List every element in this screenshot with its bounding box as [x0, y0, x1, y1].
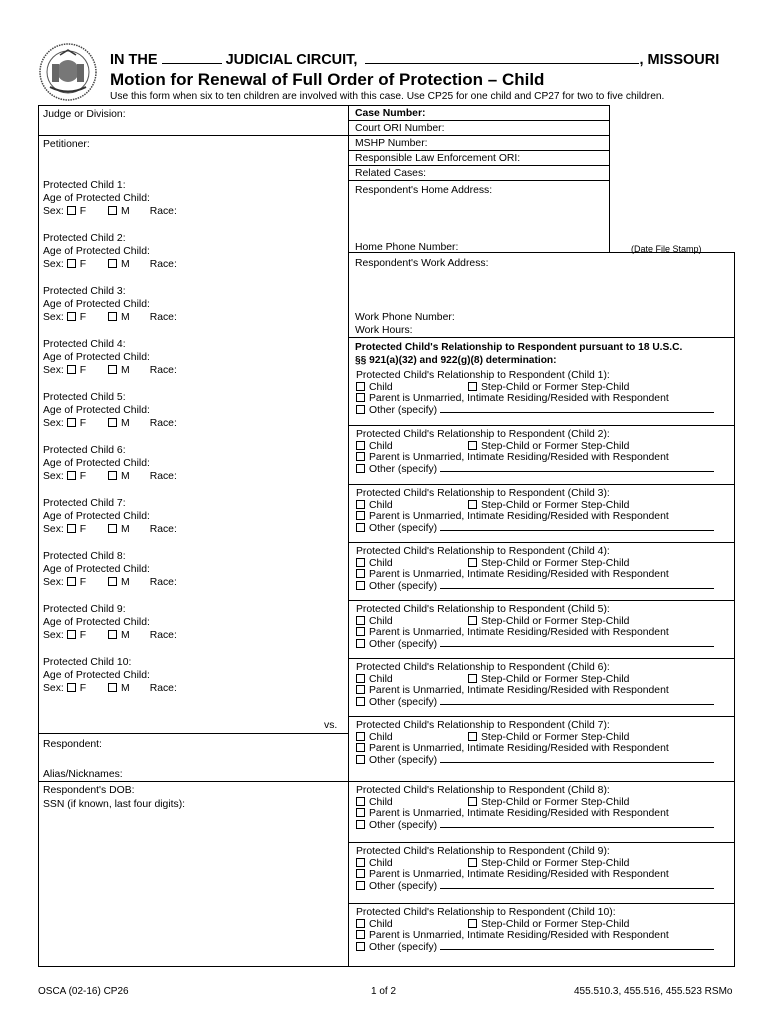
- step-child-option-label: Step-Child or Former Step-Child: [481, 440, 630, 452]
- child-checkbox[interactable]: [356, 732, 365, 741]
- sex-f-label: F: [79, 577, 87, 588]
- sex-f-label: F: [79, 312, 87, 323]
- vs-label: vs.: [324, 720, 338, 731]
- step-child-checkbox[interactable]: [468, 919, 477, 928]
- missouri-seal-icon: [38, 42, 98, 102]
- race-field[interactable]: Race:: [149, 418, 177, 429]
- sex-f-checkbox[interactable]: [67, 630, 76, 639]
- parent-option-label: Parent is Unmarried, Intimate Residing/Resided with Respondent: [369, 627, 669, 638]
- child-option-label: Child: [369, 440, 393, 452]
- other-option-label: Other (specify): [369, 941, 438, 953]
- relationship-row-parent: [356, 685, 734, 697]
- parent-unmarried-checkbox[interactable]: [356, 452, 365, 461]
- step-child-checkbox[interactable]: [468, 858, 477, 867]
- relationship-row-child: [356, 797, 734, 809]
- relationship-label: Protected Child's Relationship to Respondent (Child 2):: [356, 429, 610, 440]
- relationship-row-parent: [356, 393, 734, 405]
- sex-f-checkbox[interactable]: [67, 365, 76, 374]
- other-specify-line[interactable]: [440, 762, 714, 763]
- child-sex-row: [43, 364, 177, 377]
- race-field[interactable]: Race:: [149, 365, 177, 376]
- parent-option-label: Parent is Unmarried, Intimate Residing/Resided with Respondent: [369, 930, 669, 941]
- court-ori-field[interactable]: Court ORI Number:: [355, 123, 445, 134]
- other-specify-line[interactable]: [440, 646, 714, 647]
- relationship-row-child: [356, 616, 734, 628]
- sex-m-label: M: [121, 312, 130, 323]
- parent-unmarried-checkbox[interactable]: [356, 808, 365, 817]
- sex-m-label: M: [121, 471, 130, 482]
- petitioner-field[interactable]: Petitioner:: [43, 139, 90, 150]
- other-specify-line[interactable]: [440, 949, 714, 950]
- child-checkbox[interactable]: [356, 558, 365, 567]
- relationship-row-child: [356, 732, 734, 744]
- step-child-option-label: Step-Child or Former Step-Child: [481, 857, 630, 869]
- alias-field[interactable]: Alias/Nicknames:: [43, 769, 123, 780]
- child-option-label: Child: [369, 796, 393, 808]
- other-option-label: Other (specify): [369, 880, 438, 892]
- race-field[interactable]: Race:: [149, 206, 177, 217]
- protected-child-label[interactable]: Protected Child 4:: [43, 339, 126, 350]
- child-checkbox[interactable]: [356, 858, 365, 867]
- sex-f-checkbox[interactable]: [67, 524, 76, 533]
- other-checkbox[interactable]: [356, 881, 365, 890]
- other-checkbox[interactable]: [356, 464, 365, 473]
- relationship-row-other: [356, 405, 734, 417]
- work-hours-field[interactable]: Work Hours:: [355, 325, 413, 336]
- child-age-field[interactable]: Age of Protected Child:: [43, 193, 150, 204]
- statute-reference: 455.510.3, 455.516, 455.523 RSMo: [574, 986, 733, 997]
- relationship-row-child: [356, 500, 734, 512]
- relationship-block: [356, 720, 734, 766]
- child-option-label: Child: [369, 857, 393, 869]
- relationship-row-other: [356, 639, 734, 651]
- race-field[interactable]: Race:: [149, 312, 177, 323]
- relationship-label: Protected Child's Relationship to Respondent (Child 5):: [356, 604, 610, 615]
- child-checkbox[interactable]: [356, 919, 365, 928]
- child-option-label: Child: [369, 615, 393, 627]
- child-sex-row: [43, 629, 177, 642]
- relationship-block: [356, 907, 734, 953]
- protected-child-block: [43, 338, 177, 377]
- mshp-number-field[interactable]: MSHP Number:: [355, 138, 428, 149]
- relationship-row-other: [356, 464, 734, 476]
- protected-child-block: [43, 232, 177, 271]
- parent-unmarried-checkbox[interactable]: [356, 685, 365, 694]
- sex-f-label: F: [79, 206, 87, 217]
- relationship-row-other: [356, 581, 734, 593]
- child-age-field[interactable]: Age of Protected Child:: [43, 617, 150, 628]
- other-specify-line[interactable]: [440, 471, 714, 472]
- relationship-header-line2: §§ 921(a)(32) and 922(g)(8) determination:: [355, 355, 557, 366]
- protected-child-label[interactable]: Protected Child 3:: [43, 286, 126, 297]
- other-specify-line[interactable]: [440, 827, 714, 828]
- relationship-block: [356, 846, 734, 892]
- child-sex-row: [43, 576, 177, 589]
- sex-label: Sex:: [43, 206, 64, 217]
- child-age-field[interactable]: Age of Protected Child:: [43, 299, 150, 310]
- other-option-label: Other (specify): [369, 404, 438, 416]
- relationship-row-parent: [356, 511, 734, 523]
- child-option-label: Child: [369, 918, 393, 930]
- relationship-block: [356, 546, 734, 592]
- sex-label: Sex:: [43, 524, 64, 535]
- child-option-label: Child: [369, 673, 393, 685]
- parent-option-label: Parent is Unmarried, Intimate Residing/Resided with Respondent: [369, 452, 669, 463]
- child-age-field[interactable]: Age of Protected Child:: [43, 352, 150, 363]
- sex-m-checkbox[interactable]: [108, 312, 117, 321]
- relationship-row-parent: [356, 743, 734, 755]
- other-specify-line[interactable]: [440, 704, 714, 705]
- step-child-checkbox[interactable]: [468, 616, 477, 625]
- step-child-checkbox[interactable]: [468, 558, 477, 567]
- sex-f-label: F: [79, 683, 87, 694]
- sex-f-label: F: [79, 418, 87, 429]
- child-age-field[interactable]: Age of Protected Child:: [43, 458, 150, 469]
- other-option-label: Other (specify): [369, 638, 438, 650]
- other-specify-line[interactable]: [440, 412, 714, 413]
- other-checkbox[interactable]: [356, 523, 365, 532]
- race-field[interactable]: Race:: [149, 577, 177, 588]
- step-child-checkbox[interactable]: [468, 732, 477, 741]
- child-age-field[interactable]: Age of Protected Child:: [43, 564, 150, 575]
- child-sex-row: [43, 682, 177, 695]
- sex-m-label: M: [121, 524, 130, 535]
- child-sex-row: [43, 470, 177, 483]
- step-child-option-label: Step-Child or Former Step-Child: [481, 381, 630, 393]
- work-phone-field[interactable]: Work Phone Number:: [355, 312, 455, 323]
- relationship-row-parent: [356, 627, 734, 639]
- other-checkbox[interactable]: [356, 942, 365, 951]
- relationship-label: Protected Child's Relationship to Respondent (Child 6):: [356, 662, 610, 673]
- relationship-row-parent: [356, 452, 734, 464]
- other-option-label: Other (specify): [369, 522, 438, 534]
- child-sex-row: [43, 311, 177, 324]
- sex-f-label: F: [79, 365, 87, 376]
- ssn-field[interactable]: SSN (if known, last four digits):: [43, 799, 186, 810]
- sex-m-checkbox[interactable]: [108, 365, 117, 374]
- step-child-checkbox[interactable]: [468, 674, 477, 683]
- sex-m-label: M: [121, 418, 130, 429]
- child-option-label: Child: [369, 381, 393, 393]
- child-sex-row: [43, 205, 177, 218]
- step-child-option-label: Step-Child or Former Step-Child: [481, 499, 630, 511]
- relationship-header-line1: Protected Child's Relationship to Respondent pursuant to 18 U.S.C.: [355, 342, 683, 353]
- other-specify-line[interactable]: [440, 888, 714, 889]
- relationship-block: [356, 785, 734, 831]
- parent-option-label: Parent is Unmarried, Intimate Residing/Resided with Respondent: [369, 511, 669, 522]
- relationship-block: [356, 370, 734, 416]
- relationship-row-other: [356, 755, 734, 767]
- sex-f-checkbox[interactable]: [67, 471, 76, 480]
- step-child-checkbox[interactable]: [468, 797, 477, 806]
- protected-child-label[interactable]: Protected Child 5:: [43, 392, 126, 403]
- child-age-field[interactable]: Age of Protected Child:: [43, 246, 150, 257]
- other-checkbox[interactable]: [356, 820, 365, 829]
- sex-f-checkbox[interactable]: [67, 683, 76, 692]
- race-field[interactable]: Race:: [149, 259, 177, 270]
- relationship-block: [356, 604, 734, 650]
- respondent-field[interactable]: Respondent:: [43, 739, 102, 750]
- sex-label: Sex:: [43, 312, 64, 323]
- sex-label: Sex:: [43, 259, 64, 270]
- county-blank[interactable]: [365, 63, 639, 64]
- relationship-block: [356, 488, 734, 534]
- protected-child-block: [43, 179, 177, 218]
- child-checkbox[interactable]: [356, 500, 365, 509]
- protected-child-label[interactable]: Protected Child 10:: [43, 657, 132, 668]
- sex-label: Sex:: [43, 365, 64, 376]
- sex-m-label: M: [121, 259, 130, 270]
- protected-child-label[interactable]: Protected Child 1:: [43, 180, 126, 191]
- protected-child-label[interactable]: Protected Child 2:: [43, 233, 126, 244]
- relationship-row-child: [356, 919, 734, 931]
- other-option-label: Other (specify): [369, 754, 438, 766]
- form-title: Motion for Renewal of Full Order of Protection – Child: [110, 70, 545, 89]
- relationship-label: Protected Child's Relationship to Respondent (Child 1):: [356, 370, 610, 381]
- other-option-label: Other (specify): [369, 696, 438, 708]
- parent-unmarried-checkbox[interactable]: [356, 930, 365, 939]
- sex-m-checkbox[interactable]: [108, 577, 117, 586]
- child-checkbox[interactable]: [356, 797, 365, 806]
- race-field[interactable]: Race:: [149, 630, 177, 641]
- other-checkbox[interactable]: [356, 755, 365, 764]
- sex-f-checkbox[interactable]: [67, 312, 76, 321]
- step-child-option-label: Step-Child or Former Step-Child: [481, 615, 630, 627]
- parent-option-label: Parent is Unmarried, Intimate Residing/Resided with Respondent: [369, 393, 669, 404]
- parent-option-label: Parent is Unmarried, Intimate Residing/Resided with Respondent: [369, 869, 669, 880]
- sex-f-checkbox[interactable]: [67, 206, 76, 215]
- sex-label: Sex:: [43, 683, 64, 694]
- parent-option-label: Parent is Unmarried, Intimate Residing/Resided with Respondent: [369, 808, 669, 819]
- relationship-label: Protected Child's Relationship to Respondent (Child 3):: [356, 488, 610, 499]
- child-checkbox[interactable]: [356, 382, 365, 391]
- step-child-checkbox[interactable]: [468, 500, 477, 509]
- home-phone-field[interactable]: Home Phone Number:: [355, 242, 459, 253]
- step-child-option-label: Step-Child or Former Step-Child: [481, 673, 630, 685]
- sex-m-label: M: [121, 577, 130, 588]
- relationship-label: Protected Child's Relationship to Respondent (Child 10):: [356, 907, 616, 918]
- relationship-row-child: [356, 858, 734, 870]
- sex-m-checkbox[interactable]: [108, 471, 117, 480]
- step-child-checkbox[interactable]: [468, 382, 477, 391]
- protected-child-label[interactable]: Protected Child 9:: [43, 604, 126, 615]
- child-checkbox[interactable]: [356, 674, 365, 683]
- parent-unmarried-checkbox[interactable]: [356, 393, 365, 402]
- sex-f-label: F: [79, 630, 87, 641]
- parent-unmarried-checkbox[interactable]: [356, 869, 365, 878]
- date-file-stamp-label: (Date File Stamp): [631, 244, 702, 254]
- relationship-label: Protected Child's Relationship to Respondent (Child 4):: [356, 546, 610, 557]
- child-age-field[interactable]: Age of Protected Child:: [43, 670, 150, 681]
- child-sex-row: [43, 258, 177, 271]
- respondent-dob-field[interactable]: Respondent's DOB:: [43, 785, 135, 796]
- sex-label: Sex:: [43, 577, 64, 588]
- parent-unmarried-checkbox[interactable]: [356, 569, 365, 578]
- protected-child-block: [43, 285, 177, 324]
- sex-m-checkbox[interactable]: [108, 683, 117, 692]
- other-option-label: Other (specify): [369, 580, 438, 592]
- relationship-row-child: [356, 558, 734, 570]
- child-option-label: Child: [369, 557, 393, 569]
- child-age-field[interactable]: Age of Protected Child:: [43, 405, 150, 416]
- relationship-label: Protected Child's Relationship to Respondent (Child 7):: [356, 720, 610, 731]
- protected-child-block: [43, 603, 177, 642]
- child-sex-row: [43, 523, 177, 536]
- protected-child-label[interactable]: Protected Child 7:: [43, 498, 126, 509]
- sex-label: Sex:: [43, 630, 64, 641]
- work-address-field[interactable]: Respondent's Work Address:: [355, 258, 489, 269]
- other-specify-line[interactable]: [440, 588, 714, 589]
- protected-child-block: [43, 497, 177, 536]
- sex-m-label: M: [121, 683, 130, 694]
- protected-child-block: [43, 656, 177, 695]
- parent-option-label: Parent is Unmarried, Intimate Residing/Resided with Respondent: [369, 743, 669, 754]
- protected-child-block: [43, 391, 177, 430]
- sex-m-checkbox[interactable]: [108, 524, 117, 533]
- sex-m-checkbox[interactable]: [108, 206, 117, 215]
- sex-m-label: M: [121, 630, 130, 641]
- circuit-blank[interactable]: [162, 63, 222, 64]
- sex-m-checkbox[interactable]: [108, 259, 117, 268]
- relationship-row-other: [356, 820, 734, 832]
- sex-f-label: F: [79, 524, 87, 535]
- step-child-option-label: Step-Child or Former Step-Child: [481, 731, 630, 743]
- relationship-row-parent: [356, 808, 734, 820]
- child-option-label: Child: [369, 499, 393, 511]
- parent-unmarried-checkbox[interactable]: [356, 743, 365, 752]
- relationship-label: Protected Child's Relationship to Respondent (Child 8):: [356, 785, 610, 796]
- child-checkbox[interactable]: [356, 441, 365, 450]
- other-checkbox[interactable]: [356, 697, 365, 706]
- child-checkbox[interactable]: [356, 616, 365, 625]
- sex-label: Sex:: [43, 418, 64, 429]
- protected-child-block: [43, 550, 177, 589]
- other-checkbox[interactable]: [356, 581, 365, 590]
- protected-child-label[interactable]: Protected Child 6:: [43, 445, 126, 456]
- sex-f-checkbox[interactable]: [67, 577, 76, 586]
- step-child-checkbox[interactable]: [468, 441, 477, 450]
- relationship-label: Protected Child's Relationship to Respondent (Child 9):: [356, 846, 610, 857]
- relationship-row-other: [356, 697, 734, 709]
- child-age-field[interactable]: Age of Protected Child:: [43, 511, 150, 522]
- sex-f-label: F: [79, 471, 87, 482]
- sex-m-checkbox[interactable]: [108, 630, 117, 639]
- step-child-option-label: Step-Child or Former Step-Child: [481, 796, 630, 808]
- protected-child-block: [43, 444, 177, 483]
- relationship-row-child: [356, 441, 734, 453]
- other-checkbox[interactable]: [356, 405, 365, 414]
- relationship-row-other: [356, 942, 734, 954]
- relationship-block: [356, 429, 734, 475]
- relationship-row-parent: [356, 930, 734, 942]
- sex-label: Sex:: [43, 471, 64, 482]
- step-child-option-label: Step-Child or Former Step-Child: [481, 557, 630, 569]
- relationship-row-parent: [356, 569, 734, 581]
- relationship-row-other: [356, 881, 734, 893]
- case-number-field[interactable]: Case Number:: [355, 108, 426, 119]
- sex-f-checkbox[interactable]: [67, 418, 76, 427]
- parent-option-label: Parent is Unmarried, Intimate Residing/Resided with Respondent: [369, 685, 669, 696]
- relationship-row-child: [356, 674, 734, 686]
- step-child-option-label: Step-Child or Former Step-Child: [481, 918, 630, 930]
- parent-option-label: Parent is Unmarried, Intimate Residing/Resided with Respondent: [369, 569, 669, 580]
- protected-child-label[interactable]: Protected Child 8:: [43, 551, 126, 562]
- child-option-label: Child: [369, 731, 393, 743]
- child-sex-row: [43, 417, 177, 430]
- home-address-field[interactable]: Respondent's Home Address:: [355, 185, 493, 196]
- form-id: OSCA (02-16) CP26: [38, 986, 129, 997]
- other-specify-line[interactable]: [440, 530, 714, 531]
- relationship-row-child: [356, 382, 734, 394]
- other-option-label: Other (specify): [369, 463, 438, 475]
- form-instruction: Use this form when six to ten children are involved with this case. Use CP25 for one child and CP27 for two to five children.: [110, 91, 665, 102]
- sex-m-checkbox[interactable]: [108, 418, 117, 427]
- other-option-label: Other (specify): [369, 819, 438, 831]
- relationship-row-other: [356, 523, 734, 535]
- judge-division-field[interactable]: Judge or Division:: [43, 109, 126, 120]
- sex-m-label: M: [121, 365, 130, 376]
- parent-unmarried-checkbox[interactable]: [356, 627, 365, 636]
- law-enforcement-ori-field[interactable]: Responsible Law Enforcement ORI:: [355, 153, 521, 164]
- page-number: 1 of 2: [371, 986, 397, 997]
- circuit-header: IN THE JUDICIAL CIRCUIT, , MISSOURI: [110, 52, 720, 68]
- parent-unmarried-checkbox[interactable]: [356, 511, 365, 520]
- relationship-row-parent: [356, 869, 734, 881]
- sex-m-label: M: [121, 206, 130, 217]
- relationship-block: [356, 662, 734, 708]
- related-cases-field[interactable]: Related Cases:: [355, 168, 427, 179]
- sex-f-label: F: [79, 259, 87, 270]
- race-field[interactable]: Race:: [149, 471, 177, 482]
- race-field[interactable]: Race:: [149, 683, 177, 694]
- sex-f-checkbox[interactable]: [67, 259, 76, 268]
- race-field[interactable]: Race:: [149, 524, 177, 535]
- other-checkbox[interactable]: [356, 639, 365, 648]
